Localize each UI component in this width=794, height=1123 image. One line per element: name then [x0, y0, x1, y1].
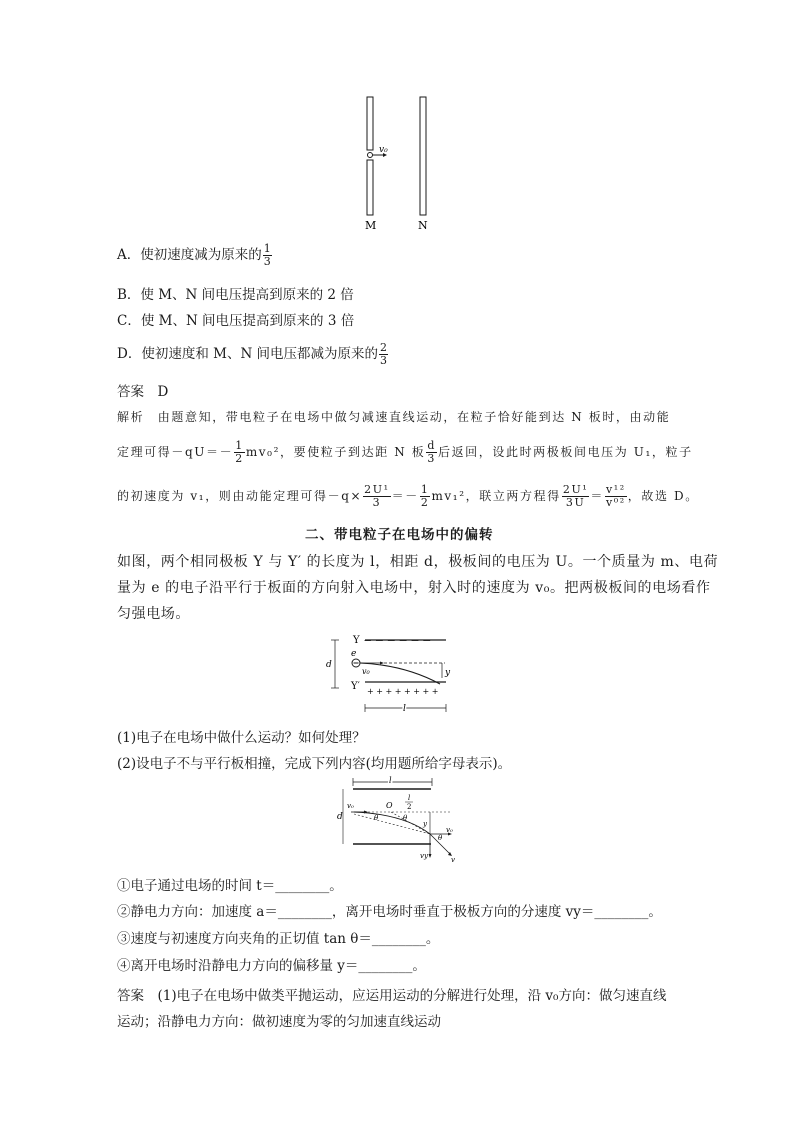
label-l: l	[403, 704, 406, 714]
label-m: M	[365, 219, 377, 232]
analysis-line-1: 解析 由题意知，带电粒子在电场中做匀减速直线运动，在粒子恰好能到达 N 板时，由动能	[117, 410, 671, 424]
intro-line-2: 量为 e 的电子沿平行于板面的方向射入电场中，射入时的速度为 v₀。把两极板间的电场看作	[117, 580, 711, 596]
option-a: A．使初速度减为原来的 $\frac{1}{3}$	[117, 242, 271, 268]
label-y: y	[423, 820, 427, 828]
label-theta-mid: θ	[403, 814, 408, 822]
option-b: B．使 M、N 间电压提高到原来的 2 倍	[117, 287, 354, 303]
item-2: ②静电力方向：加速度 a＝________，离开电场时垂直于极板方向的分速度 vy＝________。	[117, 904, 662, 920]
option-d: D．使初速度和 M、N 间电压都减为原来的 $\frac{2}{3}$	[117, 341, 388, 367]
item-4: ④离开电场时沿静电力方向的偏移量 y＝________。	[117, 958, 426, 974]
label-v0-left: v₀	[347, 802, 354, 810]
label-d: d	[337, 812, 343, 822]
question-1: (1)电子在电场中做什么运动？如何处理？	[117, 730, 366, 746]
label-o: O	[386, 801, 393, 810]
label-v0: v₀	[379, 145, 388, 155]
velocity-figure	[334, 774, 464, 866]
analysis-line-2: 定理可得－qU＝－ $\frac{1}{2}$ mv₀²，要使粒子到达距 N 板 $\frac{d}{3}$ 后返回，设此时两极板间电压为 U₁，粒子	[117, 439, 693, 465]
label-l-half-den: 2	[407, 803, 412, 811]
trajectory	[354, 812, 430, 834]
particle	[368, 153, 373, 158]
label-l-half-num: l	[408, 794, 411, 802]
label-v0-right: v₀	[446, 826, 453, 834]
label-y: Y	[353, 635, 360, 646]
answer-1: 答案 D	[117, 384, 169, 400]
section-heading: 二、带电粒子在电场中的偏转	[305, 527, 494, 543]
deflection-figure	[325, 632, 455, 717]
label-d: d	[326, 660, 332, 670]
label-yp: Y′	[351, 681, 360, 692]
label-theta-left: θ	[374, 814, 379, 822]
item-1: ①电子通过电场的时间 t＝________。	[117, 878, 343, 894]
plate-n	[420, 97, 426, 215]
trajectory	[360, 663, 440, 684]
answer-2-line-1: 答案 (1)电子在电场中做类平抛运动，应运用运动的分解进行处理，沿 v₀方向：做匀速直线	[117, 988, 667, 1004]
item-3: ③速度与初速度方向夹角的正切值 tan θ＝________。	[117, 931, 440, 947]
minus-row: － － － － － －	[363, 637, 432, 647]
label-l: l	[389, 776, 392, 785]
label-theta-right: θ	[438, 834, 443, 842]
label-n: N	[418, 219, 428, 232]
label-v0: v₀	[362, 667, 370, 676]
plus-row: + + + + + + + +	[367, 687, 439, 696]
answer-2-line-2: 运动；沿静电力方向：做初速度为零的匀加速直线运动	[117, 1014, 441, 1030]
label-y-disp: y	[445, 668, 451, 678]
intro-line-1: 如图，两个相同极板 Y 与 Y′ 的长度为 l，相距 d，极板间的电压为 U。一个质量为 m、电荷	[117, 554, 719, 570]
plate-m-upper	[367, 97, 373, 150]
analysis-line-3: 的初速度为 v₁，则由动能定理可得－q× $\frac{\text{2U¹}}{3}$ ＝－ $\frac{1}{2}$ mv₁²，联立两方程得 $\frac{\text{2U¹}}{3U}$ ＝ $\frac{\text{v¹²}}{\text{v⁰²}}$ ，故选 D。	[117, 483, 699, 509]
label-v: v	[451, 856, 455, 864]
label-vy: vy	[420, 852, 428, 860]
option-c: C．使 M、N 间电压提高到原来的 3 倍	[117, 313, 355, 329]
question-2: (2)设电子不与平行板相撞，完成下列内容(均用题所给字母表示)。	[117, 756, 512, 772]
plates-mn-figure	[355, 92, 445, 232]
label-e: e	[351, 649, 357, 659]
intro-line-3: 匀强电场。	[117, 606, 190, 622]
plate-m-lower	[367, 160, 373, 215]
